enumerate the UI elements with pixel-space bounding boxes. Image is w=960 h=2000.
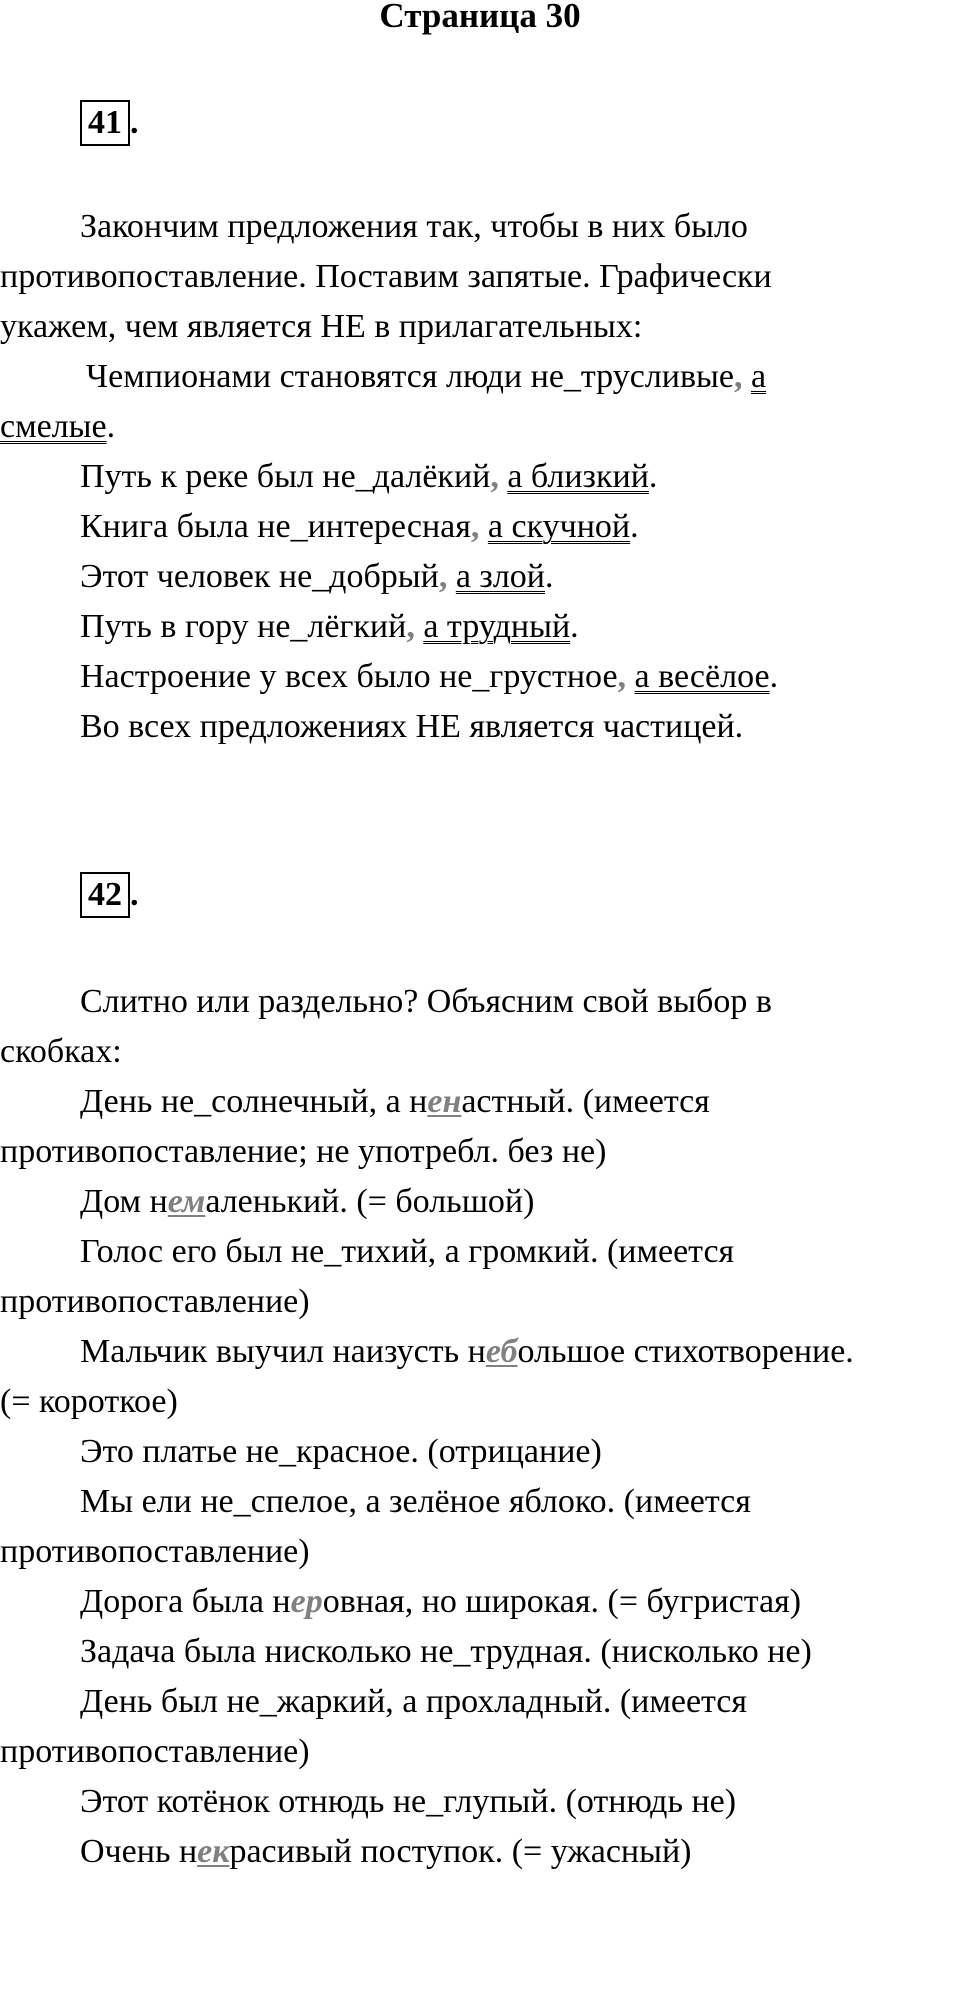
task-42-intro-line-1: Слитно или раздельно? Объясним свой выбор в [80,983,772,1020]
inserted-comma: , [406,608,415,645]
inserted-comma: , [733,358,743,395]
spelling-mark: ен [427,1083,462,1120]
underlined-predicate: а весёлое [634,658,770,695]
sentence-end: . [769,658,779,695]
underlined-predicate: а трудный [423,608,571,645]
task-41-intro-line-1: Закончим предложения так, чтобы в них было [80,208,748,245]
sentence-text: Чемпионами становятся люди не_трусливые [86,358,734,395]
task-41-sentence-3 [0,502,960,552]
line-text: овная, но широкая. (= бугристая) [322,1583,802,1620]
line-text: Дом н [80,1183,168,1220]
task-41-intro-line-2: противопоставление. Поставим запятые. Графически [0,258,772,295]
line-text: Очень н [80,1833,198,1870]
inserted-comma: , [470,508,480,545]
inserted-comma: , [490,458,499,495]
inserted-comma: , [438,558,448,595]
line-text: расивый поступок. (= ужасный) [229,1833,692,1870]
task-42-line-1 [0,1077,960,1127]
task-42-line-14: противопоставление) [0,1733,310,1770]
task-42-line-7: (= короткое) [0,1383,178,1420]
task-41-intro-line-3: укажем, чем является НЕ в прилагательных: [0,308,643,345]
task-42-line-5: противопоставление) [0,1283,310,1320]
sentence-text: Этот человек не_добрый [80,558,439,595]
task-41-number-dot: . [130,104,139,141]
inserted-comma: , [617,658,627,695]
task-42-line-9: Мы ели не_спелое, а зелёное яблоко. (имеется [80,1483,751,1520]
task-42-line-6 [0,1327,960,1377]
task-42-number-box [80,872,130,918]
task-41-number-text: 41 [88,104,122,141]
task-42-number-text: 42 [88,876,122,913]
task-41-number [80,100,139,146]
sentence-text: Путь к реке был не_далёкий [80,458,491,495]
task-42-line-12: Задача была нисколько не_трудная. (нисколько не) [80,1633,812,1670]
task-41-sentence-1-continued [0,402,960,452]
task-42-line-3 [0,1177,960,1227]
sentence-end: . [648,458,658,495]
line-text: ольшое стихотворение. [517,1333,854,1370]
spelling-mark: ек [197,1833,230,1870]
spelling-mark: ем [167,1183,206,1220]
task-42-line-15: Этот котёнок отнюдь не_глупый. (отнюдь не) [80,1783,737,1820]
task-42-intro-line-2: скобках: [0,1033,122,1070]
task-42-line-11 [0,1577,960,1627]
sentence-end: . [106,408,116,445]
task-42-line-16 [0,1827,960,1877]
underlined-predicate: а близкий [507,458,649,495]
underlined-predicate: а [750,358,767,395]
sentence-text: Книга была не_интересная [80,508,471,545]
task-41-sentence-1 [0,352,960,402]
task-41-sentence-5 [0,602,960,652]
underlined-predicate: смелые [0,408,107,445]
line-text: Дорога была н [80,1583,291,1620]
task-41-sentence-6 [0,652,960,702]
underlined-predicate: а скучной [487,508,631,545]
page-title: Страница 30 [379,0,581,35]
task-41-number-box [80,100,130,146]
line-text: аленький. (= большой) [205,1183,535,1220]
task-42-line-4: Голос его был не_тихий, а громкий. (имеется [80,1233,735,1270]
task-42-line-13: День был не_жаркий, а прохладный. (имеется [80,1683,748,1720]
task-42-number [80,872,139,918]
spelling-mark: ер [290,1583,323,1620]
line-text: День не_солнечный, а н [80,1083,428,1120]
task-41-sentence-2 [0,452,960,502]
sentence-end: . [630,508,639,545]
task-41-conclusion: Во всех предложениях НЕ является частицей. [80,708,744,745]
task-42-number-dot: . [130,876,139,913]
task-41-sentence-4 [0,552,960,602]
line-text: Мальчик выучил наизусть н [80,1333,486,1370]
task-42-line-8: Это платье не_красное. (отрицание) [80,1433,602,1470]
task-42-line-10: противопоставление) [0,1533,310,1570]
line-text: астный. (имеется [461,1083,710,1120]
sentence-text: Настроение у всех было не_грустное [80,658,618,695]
sentence-end: . [545,558,554,595]
sentence-end: . [570,608,579,645]
underlined-predicate: а злой [455,558,545,595]
task-42-line-2: противопоставление; не употребл. без не) [0,1133,607,1170]
sentence-text: Путь в гору не_лёгкий [80,608,407,645]
spelling-mark: еб [485,1333,518,1370]
